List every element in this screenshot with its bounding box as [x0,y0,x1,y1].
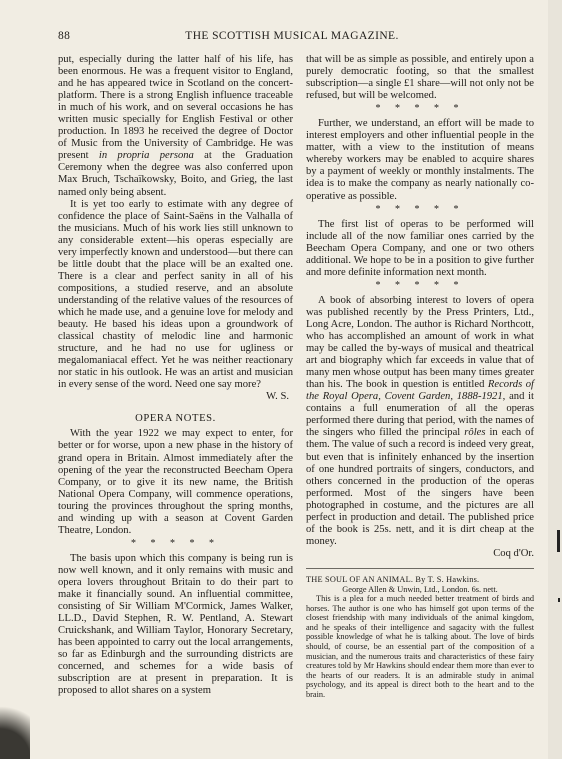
magazine-title: THE SCOTTISH MUSICAL MAGAZINE. [185,30,399,42]
adjacent-page-edge [548,0,562,759]
edge-mark [557,530,560,552]
section-separator: * * * * * [375,279,465,291]
saint-saens-paragraph-2: It is yet too early to estimate with any degree of confidence the place of Saint-Saëns in the Valhalla of the musicians. Much of his work lies still unknown to any considerable extent—his operas especially are very imperfectly known and understood—but there can be little doubt that the place will be an exalted one. There is a clear and perfect sanity in all of his compositions, a studied reserve, and an absolute understanding of the relative values of the resources of which he made use, and a genuine love for melody and beauty. He based his ideas upon a groundwork of classical chastity of melodic line and harmonic structure, and he had no use for ugliness or megalomaniacal effect. Yet he was neither reactionary nor static in his outlook. He was an artist and musician in every sense of the word. Need one say more? [58,198,293,391]
author-signature: W. S. [266,391,289,403]
left-column [58,54,293,697]
opera-notes-paragraph-5: The first list of operas to be performed will include all of the now familiar ones carried by the Beecham Opera Company, and one or two others additional. We hope to be in a position to give further and more definite information next month. [306,218,534,278]
opera-notes-paragraph-1: With the year 1922 we may expect to enter, for better or for worse, upon a new phase in the history of grand opera in Britain. Almost immediately after the opening of the year the reconstructed Beecham Opera Company, or to give it its new name, the British National Opera Company, will commence operations, touring the provinces throughout the spring months, and winding up with a season at Covent Garden Theatre, London. [58,428,293,536]
book-review [306,575,534,700]
reviewer-signature-line [306,548,534,560]
saint-saens-paragraph-1: put, especially during the latter half of his life, has been enormous. He was a frequent visitor to England, and he has appeared twice in Scotland on the concert-platform. There is a strong English influence traceable in much of his work, and on several occasions he has written music specially for English Festival or other production. In 1893 he received the degree of Doctor of Music from the University of Cambridge. He was present in propria persona at the Graduation Ceremony when the degree was also conferred upon Max Bruch, Tschaïkowsky, Boito, and Grieg, the last named only being absent. [58,54,293,198]
review-publisher: George Allen & Unwin, Ltd., London. 6s. nett. [342,584,498,594]
page-corner-shadow [0,690,30,759]
page-header [58,30,526,46]
section-separator: * * * * * [375,203,465,215]
review-divider [306,568,534,569]
opera-notes-paragraph-4: Further, we understand, an effort will be made to interest employers and other influential people in the matter, with a view to the institution of means whereby workers may be enabled to acquire shares by a payment of weekly or monthly instalments. The idea is to make the company as nearly nationally co-operative as possible. [306,118,534,202]
right-column [306,54,534,700]
section-separator: * * * * * [375,103,465,115]
review-body: This is a plea for a much needed better treatment of birds and horses. The author is one who has himself got upon terms of the closest friendship with many individuals of the animal kingdom, and he speaks of their intelligence and sagacity with the fullest possible knowledge of what he is talking about. The love of birds should, of course, be an essential part of the composition of a musician, and the numerous traits and characteristics of these fairy creatures told by Mr Hawkins should endear them more than ever to the hearts of our readers. It is an admirable study in animal psychology, and its appeal is direct both to the heart and to the brain. [306,594,534,700]
opera-notes-paragraph-3: that will be as simple as possible, and entirely upon a purely democratic footing, so that the smallest subscription—a single £1 share—will not only not be refused, but will be welcomed. [306,54,534,102]
page-number: 88 [58,30,71,42]
opera-notes-paragraph-6: A book of absorbing interest to lovers of opera was published recently by the Press Printers, Ltd., Long Acre, London. The author is Richard Northcott, who has accomplished an amount of work in what may be called the by-ways of musical and theatrical art and biography which far exceeds in value that of many men whose output has been many times greater than his. The book in question is entitled Records of the Royal Opera, Covent Garden, 1888-1921, and it contains a full enumeration of all the operas performed there during that period, with the names of the singers who filled the principal rôles in each of them. The value of such a record is indeed very great, but even that is infinitely enhanced by the insertion of one hundred portraits of singers, conductors, and others concerned in the production of the operas performed. Most of the singers have been photographed in costume, and the pictures are all perfect in production and detail. The published price of the book is 25s. nett, and it is dirt cheap at the money. [306,294,534,547]
opera-notes-paragraph-2: The basis upon which this company is being run is now well known, and it only remains with music and opera lovers throughout Britain to do their part to make it financially sound. An influential committee, consisting of Sir William M'Cormick, James Walker, LL.D., David Stephen, R. W. Pentland, A. Stewart Cruickshank, and William Taylor, Honorary Secretary, has been appointed to carry out the local arrangements, so far as Edinburgh and the surrounding districts are concerned, and schemes for a wide basis of subscription are at present in preparation. It is proposed to allot shares on a system [58,552,293,697]
reviewer-signature: Coq d'Or. [493,547,534,559]
author-signature-line [58,391,293,403]
opera-notes-heading: OPERA NOTES. [135,413,216,425]
review-title: THE SOUL OF AN ANIMAL. By T. S. Hawkins. [306,574,480,584]
section-separator: * * * * * [131,537,220,549]
edge-mark [558,598,560,602]
